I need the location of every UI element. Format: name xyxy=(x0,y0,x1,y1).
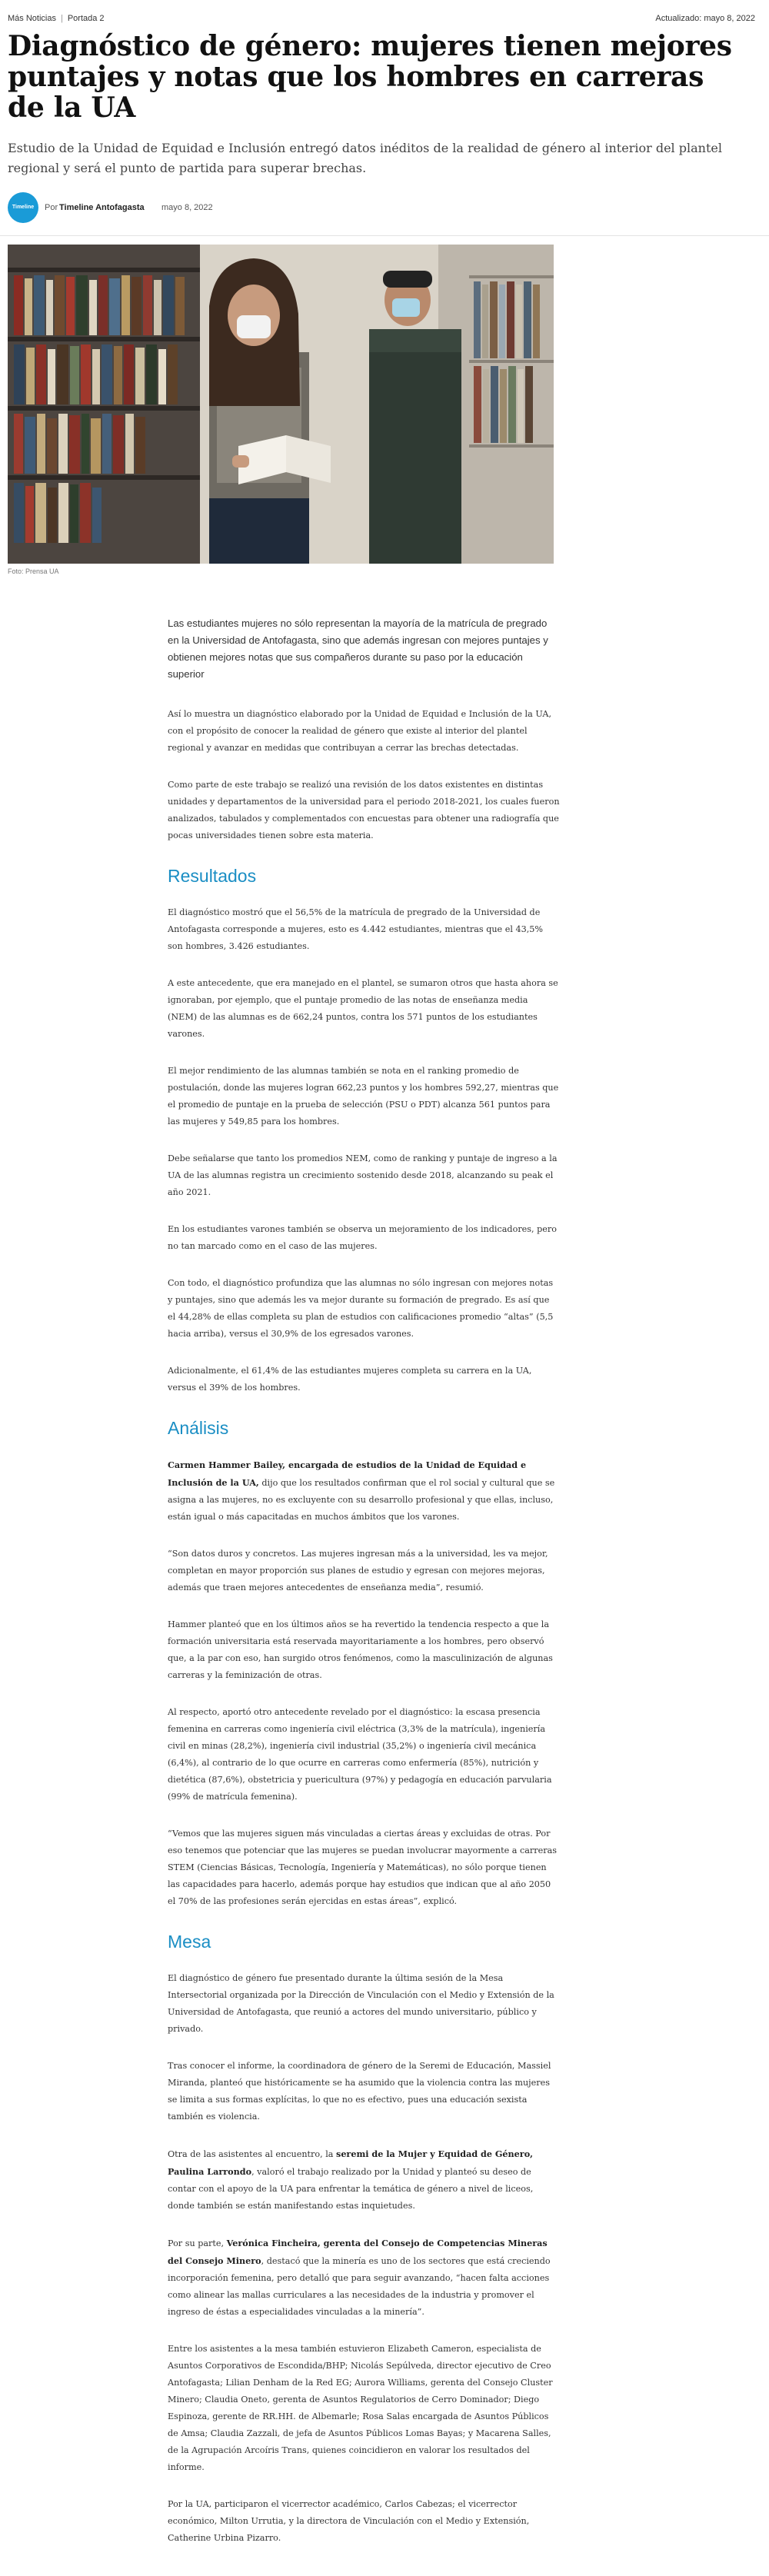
paragraph xyxy=(168,2145,560,2215)
paragraph: Como parte de este trabajo se realizó una revisión de los datos existentes en distintas unidades y departamentos de la universidad para el periodo 2018-2021, los cuales fueron analizados, tabulados y complementados con encuestas para obtener una radiografía que pocas universidades tienen sobre esta materia. xyxy=(168,780,560,840)
divider xyxy=(0,235,769,236)
paragraph: Con todo, el diagnóstico profundiza que las alumnas no sólo ingresan con mejores notas y puntajes, sino que además les va mejor durante su formación de pregrado. Es así que el 44,28% de ellas completa su plan de estudios con calificaciones promedio “altas” (5,5 hacia arriba), versus el 30,9% de los egresados varones. xyxy=(168,1278,554,1339)
paragraph: Hammer planteó que en los últimos años se ha revertido la tendencia respecto a que la formación universitaria está reservada mayoritariamente a los hombres, pero observó que, a la par con eso, han surgido otros fenómenos, como la masculinización de algunas carreras y la feminización de otras. xyxy=(168,1619,553,1680)
breadcrumb xyxy=(8,14,105,23)
paragraph-text: , destacó que la minería es uno de los sectores que está creciendo incorporación femenina, pero detalló que para seguir avanzando, “hacen falta acciones como alinear las mallas curriculares a las necesidades de la industria y promover el ingreso de éstas a especialidades vinculadas a la minería”. xyxy=(168,2256,551,2317)
breadcrumb-item-portada[interactable]: Portada 2 xyxy=(67,14,105,23)
paragraph: “Son datos duros y concretos. Las mujeres ingresan más a la universidad, les va mejor, completan en mayor proporción sus planes de estudio y egresan con mejores mejoras, además que traen mejores antecedentes de enseñanza media”, resumió. xyxy=(168,1549,548,1593)
section-heading-mesa: Mesa xyxy=(168,1932,211,1952)
section-heading-resultados: Resultados xyxy=(168,866,257,886)
paragraph xyxy=(168,2235,560,2321)
bold-text: Carmen Hammer Bailey, encargada de estudios de la Unidad de Equidad e Inclusión de la UA, xyxy=(168,1459,527,1488)
article-body xyxy=(168,615,560,2567)
paragraph: Tras conocer el informe, la coordinadora de género de la Seremi de Educación, Massiel Miranda, planteó que históricamente se ha asumido que la violencia contra las mujeres se limita a sus formas explícitas, lo que no es efectivo, pues una educación sexista también es violencia. xyxy=(168,2061,551,2122)
bold-text: seremi de la Mujer y Equidad de Género, Paulina Larrondo xyxy=(168,2148,534,2177)
paragraph-text: Por su parte, xyxy=(168,2238,227,2248)
article-subtitle: Estudio de la Unidad de Equidad e Inclusión entregó datos inéditos de la realidad de género al interior del plantel regional y será el punto de partida para superar brechas. xyxy=(8,141,722,175)
paragraph: Así lo muestra un diagnóstico elaborado por la Unidad de Equidad e Inclusión de la UA, con el propósito de conocer la realidad de género que existe al interior del plantel regional y avanzar en medidas que contribuyan a cerrar las brechas detectadas. xyxy=(168,709,552,753)
breadcrumb-separator: | xyxy=(60,14,63,23)
paragraph: Entre los asistentes a la mesa también estuvieron Elizabeth Cameron, especialista de Asuntos Corporativos de Escondida/BHP; Nicolás Sepúlveda, director ejecutivo de Creo Antofagasta; Lilian Denham de la Red EG; Aurora Williams, gerenta del Consejo Cluster Minero; Claudia Oneto, gerenta de Asuntos Regulatorios de Cerro Dominador; Diego Espinoza, gerente de RR.HH. de Albemarle; Rosa Salas encargada de Asuntos Públicos de Amsa; Claudia Zazzali, de jefa de Asuntos Públicos Lomas Bayas; y Macarena Salles, de la Agrupación Arcoíris Trans, quienes coincidieron en valorar los resultados del informe. xyxy=(168,2344,553,2472)
article-title: Diagnóstico de género: mujeres tienen mejores puntajes y notas que los hombres en carreras de la UA xyxy=(8,30,732,124)
article-lead: Las estudiantes mujeres no sólo representan la mayoría de la matrícula de pregrado en la Universidad de Antofagasta, sino que además ingresan con mejores puntajes y obtienen mejores notas que sus compañeros durante su paso por la educación superior xyxy=(168,617,548,680)
paragraph: El diagnóstico de género fue presentado durante la última sesión de la Mesa Intersectorial organizada por la Dirección de Vinculación con el Medio y Extensión de la Universidad de Antofagasta, que reunió a actores del mundo universitario, público y privado. xyxy=(168,1973,554,2034)
paragraph: En los estudiantes varones también se observa un mejoramiento de los indicadores, pero no tan marcado como en el caso de las mujeres. xyxy=(168,1224,558,1251)
top-bar xyxy=(0,0,769,34)
paragraph xyxy=(168,1456,560,1526)
byline xyxy=(8,192,761,223)
breadcrumb-item-mas-noticias[interactable]: Más Noticias xyxy=(8,14,56,23)
section-heading-analisis: Análisis xyxy=(168,1418,229,1438)
author-link[interactable]: Timeline Antofagasta xyxy=(59,203,145,212)
bold-text: Verónica Fincheira, gerenta del Consejo de Competencias Mineras del Consejo Minero xyxy=(168,2238,548,2266)
paragraph: Por la UA, participaron el vicerrector académico, Carlos Cabezas; el vicerrector económico, Milton Urrutia, y la directora de Vinculación con el Medio y Extensión, Catherine Urbina Pizarro. xyxy=(168,2499,530,2543)
paragraph: Al respecto, aportó otro antecedente revelado por el diagnóstico: la escasa presencia femenina en carreras como ingeniería civil eléctrica (3,3% de la matrícula), ingeniería civil en minas (28,2%), ingeniería civil industrial (35,2%) o ingeniería civil mecánica (6,4%), al contrario de lo que ocurre en carreras como enfermería (85%), nutrición y dietética (87,6%), obstetricia y puericultura (97%) y pedagogía en educación parvularia (99% de matrícula femenina). xyxy=(168,1707,552,1802)
byline-label: Por xyxy=(45,203,58,212)
paragraph: A este antecedente, que era manejado en el plantel, se sumaron otros que hasta ahora se ignoraban, por ejemplo, que el puntaje promedio de las notas de enseñanza media (NEM) de las alumnas es de 662,24 puntos, contra los 571 puntos de los estudiantes varones. xyxy=(168,978,558,1039)
paragraph: Adicionalmente, el 61,4% de las estudiantes mujeres completa su carrera en la UA, versus el 39% de los hombres. xyxy=(168,1366,532,1393)
updated-date: Actualizado: mayo 8, 2022 xyxy=(655,14,755,23)
article-photo xyxy=(8,245,554,564)
paragraph-text: , valoró el trabajo realizado por la Unidad y planteó su deseo de contar con el apoyo de la UA para enfrentar la temática de género a nivel de liceos, donde también se están manifestando estas inquietudes. xyxy=(168,2167,534,2211)
photo-caption: Foto: Prensa UA xyxy=(8,567,59,575)
author-avatar[interactable]: Timeline xyxy=(8,192,38,223)
paragraph-text: dijo que los resultados confirman que el rol social y cultural que se asigna a las mujeres, no es excluyente con su desarrollo profesional y que ellas, incluso, están igual o más capacitadas en muchos ámbitos que los varones. xyxy=(168,1478,555,1522)
paragraph: Debe señalarse que tanto los promedios NEM, como de ranking y puntaje de ingreso a la UA de las alumnas registra un crecimiento sostenido desde 2018, alcanzando su peak el año 2021. xyxy=(168,1153,558,1197)
publish-date: mayo 8, 2022 xyxy=(161,203,213,212)
student-woman xyxy=(209,258,309,564)
paragraph: El mejor rendimiento de las alumnas también se nota en el ranking promedio de postulación, donde las mujeres logran 662,23 puntos y los hombres 592,27, mientras que el promedio de puntaje en la prueba de selección (PSU o PDT) alcanza 561 puntos para las mujeres y 549,85 para los hombres. xyxy=(168,1066,559,1127)
library-students-illustration xyxy=(8,245,554,564)
paragraph: El diagnóstico mostró que el 56,5% de la matrícula de pregrado de la Universidad de Antofagasta corresponde a mujeres, esto es 4.442 estudiantes, mientras que el 43,5% son hombres, 3.426 estudiantes. xyxy=(168,907,544,951)
paragraph: “Vemos que las mujeres siguen más vinculadas a ciertas áreas y excluidas de otras. Por eso tenemos que potenciar que las mujeres se puedan involucrar mayormente a carreras STEM (Ciencias Básicas, Tecnología, Ingeniería y Matemáticas), no sólo porque tienen las capacidades para hacerlo, además porque hay estudios que indican que al año 2050 el 70% de las profesiones serán ejercidas en estas áreas”, explicó. xyxy=(168,1829,558,1906)
paragraph-text: Otra de las asistentes al encuentro, la xyxy=(168,2149,337,2159)
